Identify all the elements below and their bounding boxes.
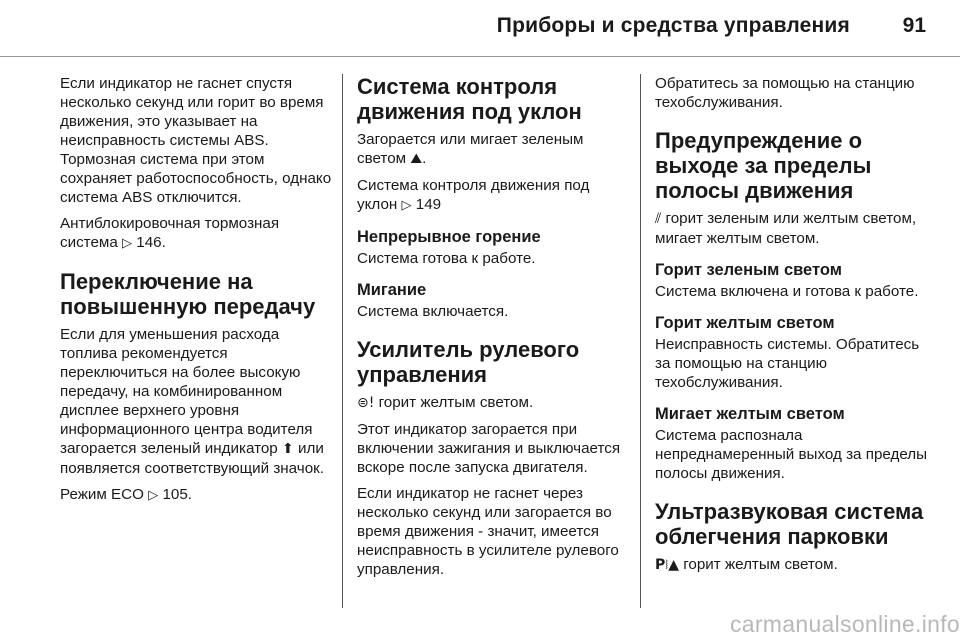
steering-fault-paragraph: Если индикатор не гаснет через несколько секунд или загорается во время движения - значит, имеется неисправность в усилителе рулевого управления. [357,485,619,578]
parking-text: горит желтым светом. [683,556,838,573]
green-paragraph: Система включена и готова к работе. [655,283,919,300]
eco-reference-text: Режим ECO [60,486,144,503]
parking-heading: Ультразвуковая система облегчения парковки [655,499,924,549]
parking-assist-icon: P⧘▲ [655,557,679,573]
shift-text: Если для уменьшения расхода топлива рекомендуется переключиться на более высокую передачу, на комбинированном дисплее верхнего уровня информационного центра водителя загорается зеленый индикатор [60,326,313,457]
yellow-heading: Горит желтым светом [655,314,835,332]
abs-reference [60,214,332,253]
lane-heading: Предупреждение о выходе за пределы полосы движения [655,128,872,203]
page-header [0,0,960,52]
column-1 [60,74,332,512]
reference-arrow-icon: ▷ [148,488,159,503]
steering-paragraph [357,393,629,413]
hill-reference-page: 149 [415,196,442,213]
service-paragraph: Обратитесь за помощью на станцию техобслуживания. [655,75,915,111]
reference-arrow-icon: ▷ [122,236,133,251]
blink-yellow-paragraph: Система распознала непреднамеренный выход за пределы полосы движения. [655,427,928,482]
shift-heading: Переключение на повышенную передачу [60,269,316,319]
lane-paragraph [655,209,929,248]
continuous-heading: Непрерывное горение [357,228,541,246]
blink-paragraph: Система включается. [357,303,509,320]
hill-reference-text: Система контроля движения под уклон [357,177,590,213]
eco-reference-page: 105. [162,486,192,503]
hill-reference [357,176,629,215]
steering-text: горит желтым светом. [378,394,534,411]
parking-paragraph [655,555,929,575]
header-divider [0,56,960,57]
yellow-paragraph: Неисправность системы. Обратитесь за помощью на станцию техобслуживания. [655,336,920,391]
abs-reference-text: Антиблокировочная тормозная система [60,215,280,251]
lane-text: горит зеленым или желтым светом, мигает желтым светом. [655,210,917,247]
blink-yellow-heading: Мигает желтым светом [655,405,845,423]
hill-paragraph: Загорается или мигает зеленым светом ⛰. [357,131,584,167]
page-number: 91 [902,14,926,37]
steering-ignition-paragraph: Этот индикатор загорается при включении зажигания и выключается вскоре после запуска двигателя. [357,421,621,476]
blink-heading: Мигание [357,281,427,299]
reference-arrow-icon: ▷ [401,198,412,213]
watermark: carmanualsonline.info [729,611,960,637]
continuous-paragraph: Система готова к работе. [357,250,536,267]
abs-reference-page: 146. [136,234,166,251]
upshift-arrow-icon: ⬆ [282,441,294,457]
hill-descent-icon: ⛰ [410,151,423,167]
hill-heading: Система контроля движения под уклон [357,74,582,124]
steering-heading: Усилитель рулевого управления [357,337,580,387]
green-heading: Горит зеленым светом [655,261,842,279]
column-2 [357,74,629,586]
hill-text: Загорается или мигает зеленым светом [357,131,584,167]
shift-paragraph [60,325,332,478]
column-3 [655,74,929,582]
lane-departure-icon: ⫽ [655,211,662,227]
abs-paragraph: Если индикатор не гаснет спустя несколько секунд или горит во время движения, это указывает на неисправность системы ABS. Тормозная система при этом сохраняет работоспособность, однако система ABS отключится. [60,75,332,206]
header-title: Приборы и средства управления [496,14,850,37]
eco-reference [60,485,332,505]
power-steering-warning-icon: ⊜! [357,395,375,411]
shift-text-tail: или появляется соответствующий значок. [60,440,325,477]
column-divider-2 [640,74,641,608]
column-divider-1 [342,74,343,608]
